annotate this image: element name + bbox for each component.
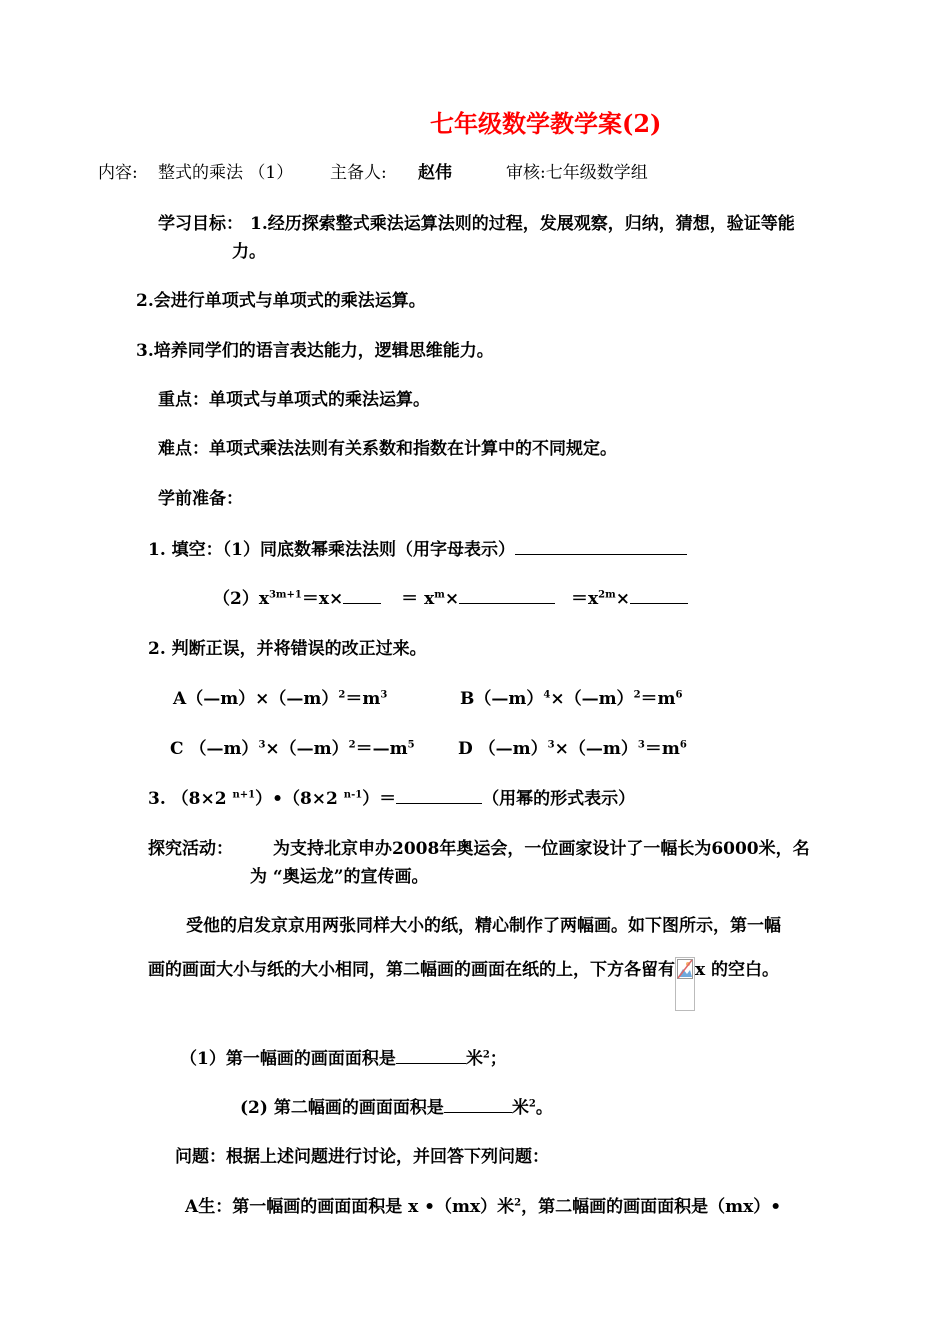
activity-para-1: 受他的启发京京用两张同样大小的纸，精心制作了两幅画。如下图所示，第一幅 [186, 916, 781, 936]
option-a: $A(—m)\times(—m)^2=m^3$ [173, 689, 388, 709]
activity-para-2: 画的画面大小与纸的大小相同，第二幅画的画面在纸的上，下方各留有 x 的空白。 [148, 955, 779, 1011]
activity-line-2: 为 “奥运龙”的宣传画。 [250, 867, 429, 887]
question-1-2: $(2)x^{3m+1}=x\times = x^m\times =x^{2m}\times$ [213, 584, 688, 609]
answer-blank[interactable] [459, 587, 555, 604]
answer-blank[interactable] [515, 538, 687, 555]
answer-blank[interactable] [444, 1096, 512, 1113]
answer-blank[interactable] [630, 587, 688, 604]
objective-3: 3.培养同学们的语言表达能力，逻辑思维能力。 [136, 341, 494, 361]
objective-1: 1.经历探索整式乘法运算法则的过程，发展观察，归纳，猜想，验证等能 [250, 214, 795, 234]
option-c: C $(—m)^3\times(—m)^2=—m^5$ [170, 739, 415, 759]
option-d: D $(—m)^3\times(—m)^3=m^6$ [458, 739, 687, 759]
review-info: 审核:七年级数学组 [506, 163, 648, 183]
author-label: 主备人: [330, 163, 387, 183]
image-placeholder-icon [675, 957, 695, 1011]
question-1: 1. 填空：（1）同底数幂乘法法则（用字母表示） [148, 535, 687, 560]
answer-blank[interactable] [396, 787, 482, 804]
objective-1-cont: 力。 [232, 242, 266, 262]
question-2: 2. 判断正误，并将错误的改正过来。 [148, 639, 427, 659]
student-a-answer: A生：第一幅画的画面面积是 x •（mx）米$^2$，第二幅画的画面面积是（mx）• [185, 1197, 782, 1217]
key-point: 重点：单项式与单项式的乘法运算。 [158, 390, 430, 410]
activity-label: 探究活动： [148, 839, 233, 859]
answer-blank[interactable] [396, 1047, 466, 1064]
activity-line-1: 为支持北京申办2008年奥运会，一位画家设计了一幅长为6000米，名 [273, 839, 810, 859]
answer-blank[interactable] [343, 587, 381, 604]
sub-question-2: (2) 第二幅画的画面面积是 米$^2$。 [240, 1098, 553, 1118]
discussion-question: 问题：根据上述问题进行讨论，并回答下列问题： [175, 1147, 549, 1167]
objective-2: 2.会进行单项式与单项式的乘法运算。 [136, 291, 426, 311]
author-name: 赵伟 [418, 163, 452, 183]
content-value: 整式的乘法 （1） [158, 163, 294, 183]
objectives-label: 学习目标： [158, 214, 243, 234]
option-b: $B(—m)^4\times(—m)^2=m^6$ [460, 689, 683, 709]
difficulty: 难点：单项式乘法法则有关系数和指数在计算中的不同规定。 [158, 439, 617, 459]
content-label: 内容: [98, 163, 138, 183]
sub-question-1: （1）第一幅画的画面面积是 米$^2$； [180, 1049, 507, 1069]
prep-label: 学前准备： [158, 489, 243, 509]
question-3: 3. （8×2 $^{n+1}$）•（8×2 $^{n-1}$）＝ （用幂的形式表示） [148, 789, 636, 809]
page-title: 七年级数学教学案(2) [430, 109, 662, 138]
